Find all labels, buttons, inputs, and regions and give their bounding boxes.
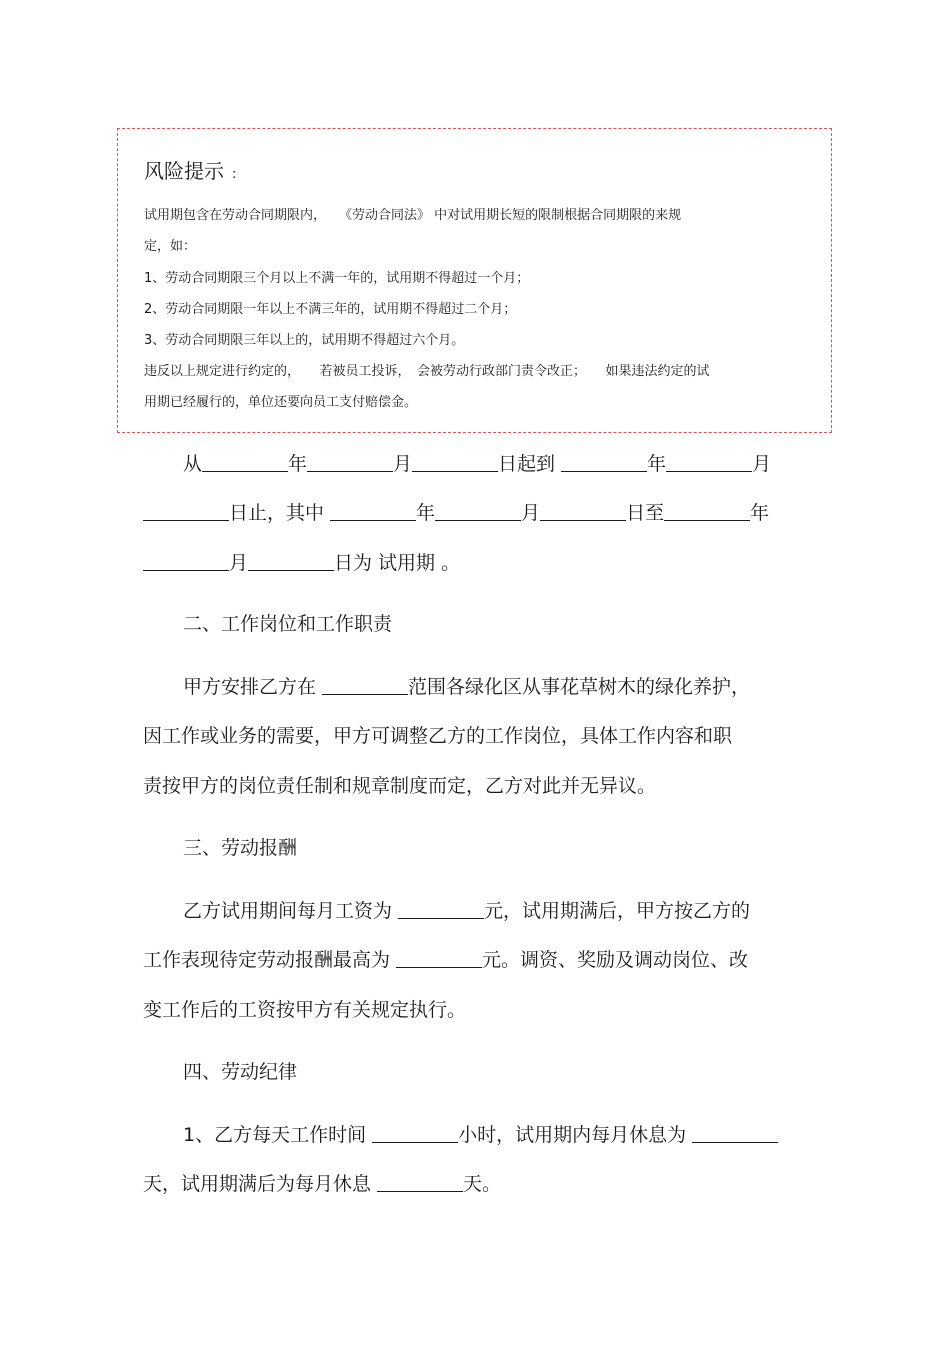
section-3-heading: 三、劳动报酬 (183, 837, 298, 859)
fill-blank[interactable] (307, 453, 393, 472)
risk-line: 1、劳动合同期限三个月以上不满一年的，试用期不得超过一个月； (144, 271, 530, 286)
s2-paragraph-line: 责按甲方的岗位责任制和规章制度而定，乙方对此并无异议。 (143, 775, 657, 797)
fill-blank[interactable] (692, 1124, 778, 1143)
risk-line: 试用期包含在劳动合同期限内， 《劳动合同法》 中对试用期长短的限制根据合同期限的来规 (144, 208, 682, 223)
fill-blank[interactable] (322, 676, 408, 695)
fill-blank[interactable] (396, 949, 482, 968)
section-2-heading: 二、工作岗位和工作职责 (183, 613, 393, 635)
fill-blank[interactable] (377, 1173, 463, 1192)
risk-line: 2、劳动合同期限一年以上不满三年的，试用期不得超过二个月； (144, 302, 517, 317)
fill-blank[interactable] (666, 453, 752, 472)
risk-notice-box (117, 128, 832, 433)
s2-paragraph-line: 甲方安排乙方在 范围各绿化区从事花草树木的绿化养护， (183, 676, 751, 698)
risk-line: 定，如： (144, 239, 197, 254)
risk-line: 违反以上规定进行约定的， 若被员工投诉， 会被劳动行政部门责令改正； 如果违法约定的试 (144, 364, 710, 379)
risk-line: 3、劳动合同期限三年以上的，试用期不得超过六个月。 (144, 333, 465, 348)
fill-blank[interactable] (412, 453, 498, 472)
s3-paragraph-line: 变工作后的工资按甲方有关规定执行。 (143, 999, 467, 1021)
fill-blank[interactable] (143, 552, 229, 571)
fill-blank[interactable] (398, 900, 484, 919)
section-4-heading: 四、劳动纪律 (183, 1061, 298, 1083)
fill-blank[interactable] (372, 1124, 458, 1143)
risk-title-colon: : (232, 167, 237, 182)
risk-title-text: 风险提示 (144, 159, 224, 183)
s4-paragraph-line: 1、乙方每天工作时间 小时，试用期内每月休息为 (183, 1120, 778, 1147)
fill-blank[interactable] (561, 453, 647, 472)
s3-paragraph-line: 乙方试用期间每月工资为 元，试用期满后，甲方按乙方的 (183, 900, 751, 922)
fill-blank[interactable] (664, 502, 750, 521)
fill-blank[interactable] (435, 502, 521, 521)
trial-period-line-2: 日止，其中 年 月 日至 年 (143, 498, 769, 525)
fill-blank[interactable] (540, 502, 626, 521)
fill-blank[interactable] (202, 453, 288, 472)
trial-period-line-3: 月 日为 试用期 。 (143, 548, 460, 575)
risk-line: 用期已经履行的，单位还要向员工支付赔偿金。 (144, 395, 418, 410)
s3-paragraph-line: 工作表现待定劳动报酬最高为 元。调资、奖励及调动岗位、改 (143, 949, 749, 971)
trial-period-line-1: 从 年 月 日起到 年 月 (183, 453, 772, 475)
risk-title (144, 155, 236, 184)
s4-paragraph-line: 天，试用期满后为每月休息 天。 (143, 1173, 502, 1195)
fill-blank[interactable] (248, 552, 334, 571)
fill-blank[interactable] (330, 502, 416, 521)
s2-paragraph-line: 因工作或业务的需要，甲方可调整乙方的工作岗位，具体工作内容和职 (143, 725, 733, 747)
fill-blank[interactable] (143, 502, 229, 521)
